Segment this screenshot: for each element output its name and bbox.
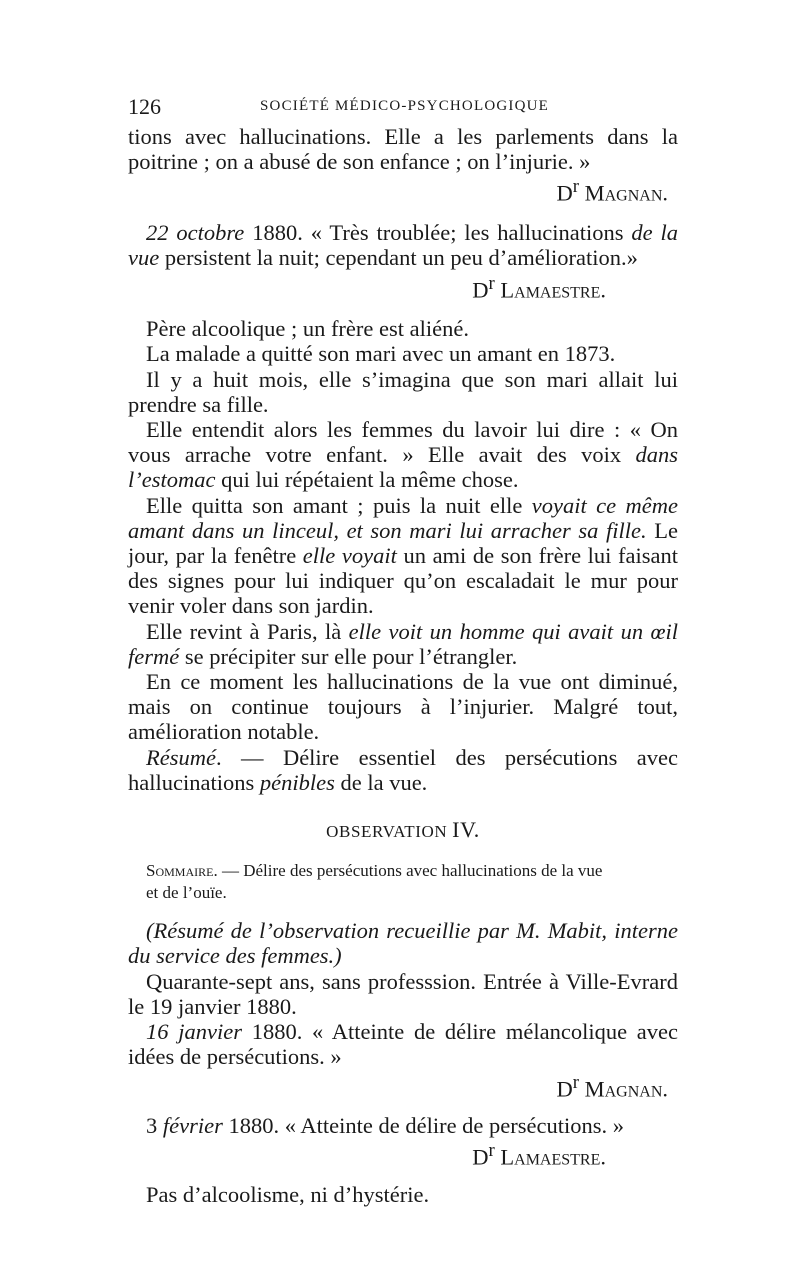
paragraph-age: Quarante-sept ans, sans professsion. Entrée à Ville-Evrard le 19 janvier 1880. [128, 968, 678, 1019]
paragraph-ce-moment: En ce moment les hallucinations de la vue ont diminué, mais on continue toujours à l’injurier. Malgré tout, amélioration notable. [128, 669, 678, 745]
paragraph-quitta: Elle quitta son amant ; puis la nuit elle voyait ce même amant dans un linceul, et son mari lui arracher sa fille. Le jour, par la fenêtre elle voyait un ami de son frère lui faisant des signes pour lui indiquer qu’on escaladait le mur pour venir voler dans son jardin. [128, 492, 678, 619]
paragraph-pere: Père alcoolique ; un frère est aliéné. [146, 316, 469, 342]
entry-16-janvier: 16 janvier 1880. « Atteinte de délire mélancolique avec idées de persécutions. » [128, 1019, 679, 1070]
running-head: SOCIÉTÉ MÉDICO-PSYCHOLOGIQUE [260, 98, 550, 114]
observation-title: OBSERVATION IV. [326, 817, 480, 843]
signature-magnan-1: $D^r$ Magnan. [556, 176, 668, 206]
page-body [128, 124, 678, 1207]
entry-22-octobre: 22 octobre 1880. « Très troublée; les hallucinations de la vue persistent la nuit; cependant un peu d’amélioration.» [128, 220, 679, 271]
signature-magnan-2: $D^r$ Magnan. [556, 1071, 668, 1101]
page-header [128, 94, 676, 124]
page-number: 126 [128, 94, 161, 119]
paragraph-huit-mois: Il y a huit mois, elle s’imagina que son mari allait lui prendre sa fille. [128, 366, 678, 417]
paragraph-continued: tions avec hallucinations. Elle a les parlements dans la poitrine ; on a abusé de son enfance ; on l’injurie. » [128, 124, 678, 175]
entry-3-fevrier: 3 février 1880. « Atteinte de délire de persécutions. » [146, 1113, 625, 1139]
resume-observation: (Résumé de l’observation recueillie par M. Mabit, interne du service des femmes.) [128, 918, 678, 969]
paragraph-revint: Elle revint à Paris, là elle voit un homme qui avait un œil fermé se précipiter sur elle pour l’étrangler. [128, 618, 678, 669]
signature-lamaestre-1: $D^r$ Lamaestre. [472, 272, 606, 303]
paragraph-quitte: La malade a quitté son mari avec un amant en 1873. [146, 341, 616, 367]
paragraph-resume: Résumé. — Délire essentiel des persécutions avec hallucinations pénibles de la vue. [128, 744, 678, 795]
paragraph-pas-alcoolisme: Pas d’alcoolisme, ni d’hystérie. [146, 1182, 430, 1208]
sommaire: Sommaire. — Délire des persécutions avec hallucinations de la vue et de l’ouïe. [146, 861, 603, 903]
paragraph-lavoir: Elle entendit alors les femmes du lavoir lui dire : « On vous arrache votre enfant. » Elle avait des voix dans l’estomac qui lui répétaient la même chose. [128, 417, 678, 493]
signature-lamaestre-2: $D^r$ Lamaestre. [472, 1140, 606, 1170]
